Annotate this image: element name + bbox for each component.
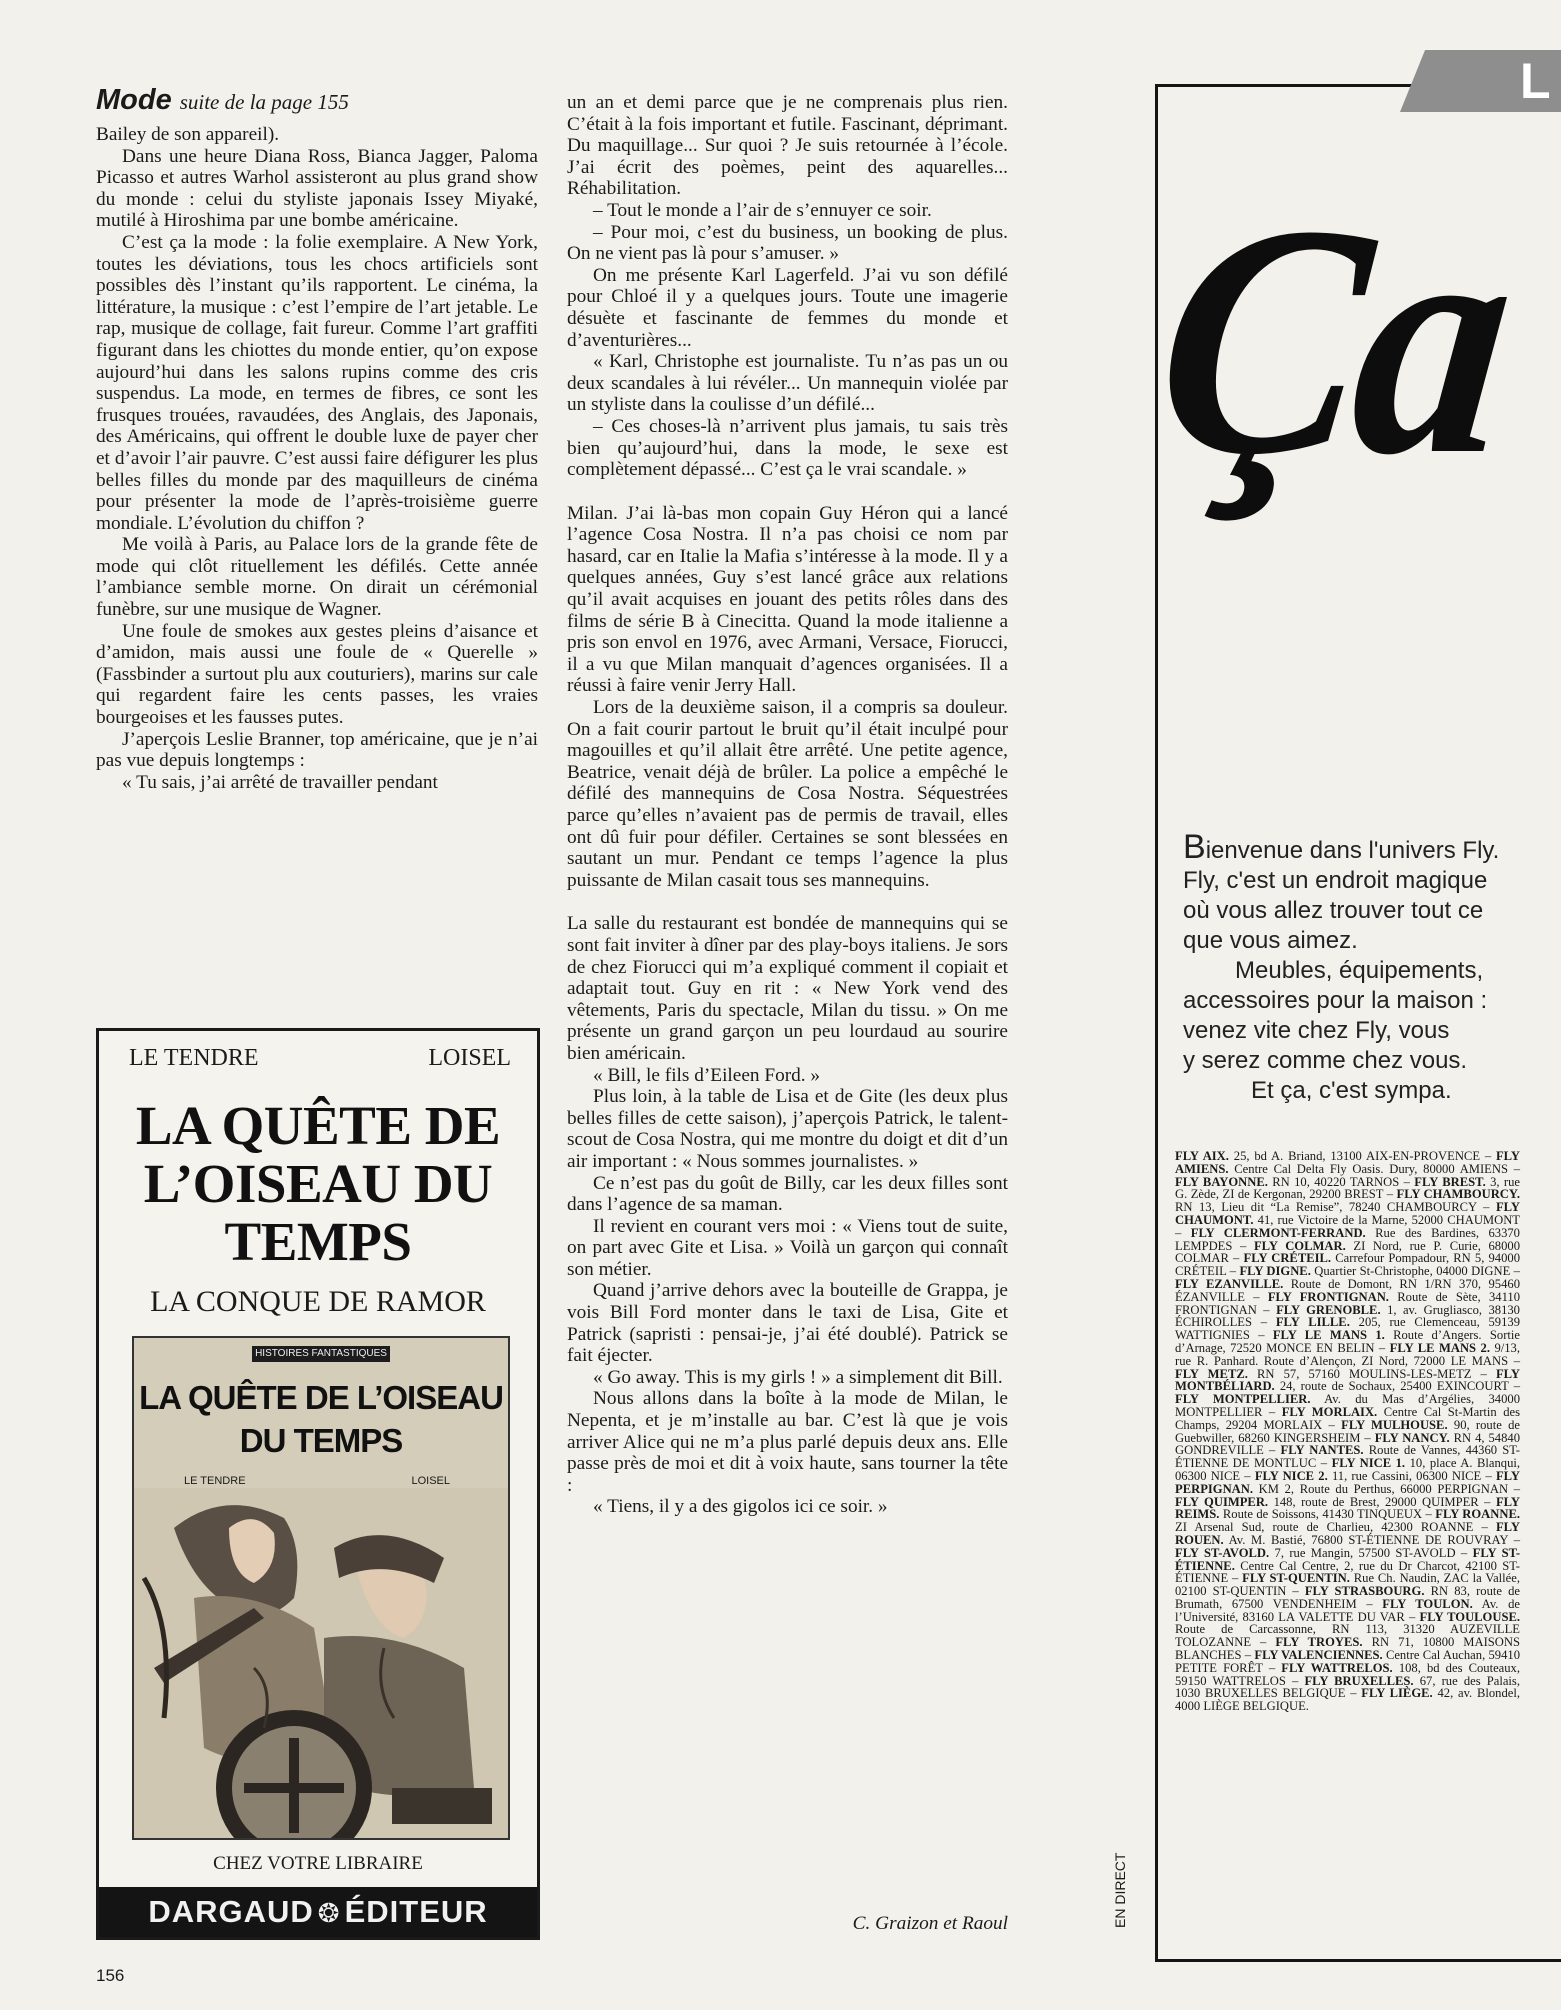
store-name: FLY EZANVILLE. xyxy=(1175,1276,1284,1291)
store-address: Quartier St-Christophe, 04000 DIGNE – xyxy=(1314,1264,1520,1279)
store-address: 24, route de Sochaux, 25400 EXINCOURT – xyxy=(1279,1379,1520,1394)
welcome-line: que vous aimez. xyxy=(1183,927,1358,954)
article-column-1 xyxy=(96,124,538,793)
store-address: 41, rue Victoire de la Marne, 52000 CHAUMONT – xyxy=(1175,1212,1520,1240)
book-cover xyxy=(132,1336,510,1840)
store-address: Route de Domont, RN 1/RN 370, 95460 ÉZANVILLE – xyxy=(1175,1276,1520,1304)
paragraph: Quand j’arrive dehors avec la bouteille de Grappa, je vois Bill Ford monter dans le taxi de Lisa, Gite et Patrick (sapristi : pensai-je, j’ai été doublé). Patrick se fait éjecter. xyxy=(567,1280,1008,1367)
store-address: Route d’Angers. Sortie d’Arnage, 72520 MONCE EN BELIN – xyxy=(1175,1328,1520,1355)
ad-subtitle: LA CONQUE DE RAMOR xyxy=(150,1285,486,1318)
ad-author-1: LE TENDRE xyxy=(129,1045,259,1071)
comic-advertisement xyxy=(96,1028,540,1940)
paragraph: On me présente Karl Lagerfeld. J’ai vu son défilé pour Chloé il y a quelques jours. Toute une imagerie désuète et fascinante de femmes du monde et d’aventurières... xyxy=(567,264,1008,351)
store-name: FLY STRASBOURG. xyxy=(1304,1584,1425,1599)
store-name: FLY LE MANS 2. xyxy=(1389,1340,1490,1355)
store-name: FLY MONTPELLIER. xyxy=(1175,1392,1311,1407)
store-name: FLY LILLE. xyxy=(1275,1315,1350,1330)
store-address: 1, av. Grugliasco, 38130 ÉCHIROLLES – xyxy=(1175,1302,1520,1330)
paragraph: Ce n’est pas du goût de Billy, car les deux filles sont dans l’agence de sa maman. xyxy=(567,1172,1008,1216)
welcome-line: Meubles, équipements, xyxy=(1235,957,1484,984)
store-name: FLY MULHOUSE. xyxy=(1341,1417,1448,1432)
store-address: 11, rue Cassini, 06300 NICE – xyxy=(1331,1468,1492,1483)
store-name: FLY ROUEN. xyxy=(1175,1520,1520,1547)
paragraph: « Tiens, il y a des gigolos ici ce soir. » xyxy=(593,1496,888,1518)
article-column-2 xyxy=(567,92,1008,1518)
store-name: FLY DIGNE. xyxy=(1239,1264,1311,1279)
section-gap xyxy=(567,481,1008,503)
fly-store-addresses xyxy=(1175,1150,1520,1713)
store-address: Carrefour Pompadour, RN 5, 94000 CRÉTEIL – xyxy=(1175,1251,1520,1279)
store-name: FLY AMIENS. xyxy=(1175,1149,1520,1176)
store-address: 67, rue des Palais, 1030 BRUXELLES BELGIQUE – xyxy=(1175,1673,1520,1701)
store-name: FLY QUIMPER. xyxy=(1175,1494,1269,1509)
store-name: FLY BAYONNE. xyxy=(1175,1174,1268,1189)
paragraph: C’est ça la mode : la folie exemplaire. A New York, toutes les déviations, tous les chocs artificiels sont possibles dès l’instant qu’ils rapportent. Le cinéma, la littérature, la musique : c’est l’empire de l’art jetable. Le rap, musique de collage, fait fureur. Comme l’art graffiti figurant dans les chiottes du monde entier, qu’on expose aujourd’hui dans les salons rupins comme des cris suspendus. La mode, en termes de fibres, ce sont les frusques trouées, ravaudées, des Anglais, des Japonais, des Américains, qui offrent le double luxe de payer cher et d’avoir l’air pauvre. C’est aussi faire défigurer les plus belles filles du monde par des maquilleurs de cinéma pour présenter la mode de l’après-troisième guerre mondiale. L’évolution du chiffon ? xyxy=(96,231,538,534)
paragraph: « Tu sais, j’ai arrêté de travailler pendant xyxy=(122,771,438,793)
store-address: 10, place A. Blanqui, 06300 NICE – xyxy=(1175,1456,1521,1483)
store-address: Route de Sète, 34110 FRONTIGNAN – xyxy=(1175,1289,1520,1317)
paragraph: Nous allons dans la boîte à la mode de Milan, le Nepenta, et je m’installe au bar. C’est là que je vois arriver Alice qui ne m’a plus parlé depuis deux ans. Elle passe près de moi et dit à voix haute, sans tourner la tête : xyxy=(567,1388,1008,1496)
store-name: FLY AIX. xyxy=(1175,1149,1229,1163)
paragraph: J’aperçois Leslie Branner, top américaine, que je n’ai pas vue depuis longtemps : xyxy=(96,728,538,772)
paragraph: – Tout le monde a l’air de s’ennuyer ce soir. xyxy=(593,199,932,221)
cover-illustration xyxy=(134,1488,508,1838)
fly-headline: Ça xyxy=(1143,158,1522,523)
welcome-line: Bienvenue dans l'univers Fly. xyxy=(1183,828,1500,866)
store-address: 108, bd des Couteaux, 59150 WATTRELOS – xyxy=(1175,1660,1520,1688)
welcome-line: y serez comme chez vous. xyxy=(1183,1047,1468,1074)
store-address: 3, rue G. Zède, ZI de Kergonan, 29200 BREST – xyxy=(1175,1174,1520,1202)
store-address: 7, rue Mangin, 57500 ST-AVOLD – xyxy=(1274,1545,1468,1560)
ad-author-2: LOISEL xyxy=(428,1045,511,1071)
cover-author-2: LOISEL xyxy=(411,1475,450,1487)
store-address: RN 83, route de Brumath, 67500 VENDENHEIM – xyxy=(1175,1584,1520,1611)
store-address: Centre Cal Delta Fly Oasis. Dury, 80000 AMIENS – xyxy=(1234,1161,1521,1176)
store-name: FLY CLERMONT-FERRAND. xyxy=(1190,1225,1366,1240)
store-name: FLY FRONTIGNAN. xyxy=(1267,1289,1389,1304)
publisher-name-right: ÉDITEUR xyxy=(344,1894,488,1929)
store-name: FLY NANCY. xyxy=(1374,1430,1450,1445)
store-name: FLY ST-AVOLD. xyxy=(1175,1545,1270,1560)
vertical-label: EN DIRECT xyxy=(1112,1852,1128,1928)
welcome-line: Fly, c'est un endroit magique xyxy=(1183,867,1488,894)
paragraph: Bailey de son appareil). xyxy=(96,124,280,145)
publisher-banner xyxy=(99,1887,537,1937)
store-address: Rue Ch. Naudin, ZAC la Vallée, 02100 ST-QUENTIN – xyxy=(1175,1571,1520,1599)
store-address: Centre Cal Centre, 2, rue du Dr Charcot, 42100 ST-ÉTIENNE – xyxy=(1175,1558,1520,1586)
store-name: FLY CHAMBOURCY. xyxy=(1396,1187,1520,1202)
welcome-line: venez vite chez Fly, vous xyxy=(1183,1017,1450,1044)
rubric-title: Mode xyxy=(96,84,172,116)
store-name: FLY PERPIGNAN. xyxy=(1175,1468,1521,1496)
store-address: RN 4, 54840 GONDREVILLE – xyxy=(1175,1430,1520,1458)
paragraph: La salle du restaurant est bondée de mannequins qui se sont fait inviter à dîner par des play-boys italiens. Je sors de chez Fiorucci qui m’a expliqué comment il copiait et adaptait tout. Guy en rit : « New York vend des vêtements, Paris du spectacle, Milan du tissu. » On me présente un grand garçon un peu lourdaud au sourire bien américain. xyxy=(567,913,1008,1064)
store-address: Av. M. Bastié, 76800 ST-ÉTIENNE DE ROUVRAY – xyxy=(1228,1532,1520,1547)
store-name: FLY ST-QUENTIN. xyxy=(1242,1571,1350,1586)
store-address: RN 10, 40220 TARNOS – xyxy=(1272,1174,1410,1189)
paragraph: Me voilà à Paris, au Palace lors de la grande fête de mode qui clôt rituellement les défilés. Cette année l’ambiance semble morne. On dirait un cérémonial funèbre, sur une musique de Wagner. xyxy=(96,534,538,621)
paragraph: Dans une heure Diana Ross, Bianca Jagger, Paloma Picasso et autres Warhol assisteront au plus grand show du monde : celui du styliste japonais Issey Miyaké, mutilé à Hiroshima par une bombe américaine. xyxy=(96,145,538,232)
store-name: FLY NICE 1. xyxy=(1331,1456,1406,1471)
store-address: Rue des Bardines, 63370 LEMPDES – xyxy=(1175,1225,1520,1253)
store-name: FLY BREST. xyxy=(1414,1174,1486,1189)
ad-footer-line: CHEZ VOTRE LIBRAIRE xyxy=(213,1853,423,1874)
store-name: FLY NANTES. xyxy=(1280,1443,1364,1458)
swirl-logo-icon: ❂ xyxy=(317,1898,341,1928)
article-header xyxy=(96,84,349,118)
paragraph: – Ces choses-là n’arrivent plus jamais, tu sais très bien qu’aujourd’hui, dans la mode, le sexe est complètement dépassé... C’est ça le vrai scandale. » xyxy=(567,415,1008,481)
store-address: ZI Arsenal Sud, route de Charlieu, 42300 ROANNE – xyxy=(1175,1520,1488,1535)
store-address: ZI Nord, rue P. Curie, 68000 COLMAR – xyxy=(1175,1238,1520,1266)
paragraph: Plus loin, à la table de Lisa et de Gite (les deux plus belles filles de cette saison), j’aperçois Patrick, le talent-scout de Cosa Nostra, qui me montre du doigt et dit d’un air important : « Nous sommes journalistes. » xyxy=(567,1086,1008,1172)
paragraph: un an et demi parce que je ne comprenais plus rien. C’était à la fois important et futile. Fascinant, déprimant. Du maquillage... Sur quoi ? Je suis retournée à l’école. J’ai écrit des poèmes, peint des aquarelles... Réhabilitation. xyxy=(567,92,1008,200)
publisher-name-left: DARGAUD xyxy=(148,1894,314,1929)
store-name: FLY VALENCIENNES. xyxy=(1254,1648,1383,1663)
store-name: FLY NICE 2. xyxy=(1254,1468,1328,1483)
section-tab-letter: L xyxy=(1520,53,1551,109)
store-name: FLY ST-ÉTIENNE. xyxy=(1175,1545,1521,1573)
ad-title: LA QUÊTE DE L’OISEAU DU TEMPS xyxy=(135,1095,501,1272)
store-name: FLY WATTRELOS. xyxy=(1281,1660,1393,1675)
store-name: FLY TOULON. xyxy=(1382,1596,1473,1611)
store-name: FLY METZ. xyxy=(1175,1366,1248,1381)
cover-author-1: LE TENDRE xyxy=(184,1475,246,1487)
store-name: FLY BRUXELLES. xyxy=(1304,1673,1414,1688)
welcome-line: accessoires pour la maison : xyxy=(1183,987,1488,1014)
page-number: 156 xyxy=(96,1966,125,1985)
paragraph: « Go away. This is my girls ! » a simplement dit Bill. xyxy=(593,1366,1003,1388)
store-address: Av. du Mas d’Argélies, 34000 MONTPELLIER – xyxy=(1175,1392,1520,1419)
store-address: RN 71, 10800 MAISONS BLANCHES – xyxy=(1175,1635,1520,1663)
store-address: 9/13, rue R. Panhard. Route d’Alençon, ZI Nord, 72000 LE MANS – xyxy=(1175,1340,1521,1368)
store-address: 25, bd A. Briand, 13100 AIX-EN-PROVENCE – xyxy=(1233,1149,1492,1163)
store-name: FLY LIÈGE. xyxy=(1361,1686,1433,1701)
store-address: 90, route de Guebwiller, 68260 KINGERSHEIM – xyxy=(1175,1417,1520,1445)
store-name: FLY LE MANS 1. xyxy=(1272,1328,1385,1343)
store-address: Av. de l’Université, 83160 LA VALETTE DU VAR – xyxy=(1175,1596,1520,1624)
store-name: FLY CRÉTEIL. xyxy=(1243,1251,1332,1266)
continued-note: suite de la page 155 xyxy=(179,90,349,114)
store-address: 42, av. Blondel, 4000 LIÈGE BELGIQUE. xyxy=(1175,1686,1520,1714)
store-name: FLY ROANNE. xyxy=(1435,1507,1520,1522)
welcome-line: où vous allez trouver tout ce xyxy=(1183,897,1484,924)
store-name: FLY TROYES. xyxy=(1275,1635,1363,1650)
store-name: FLY GRENOBLE. xyxy=(1276,1302,1381,1317)
paragraph: – Pour moi, c’est du business, un booking de plus. On ne vient pas là pour s’amuser. » xyxy=(567,221,1008,265)
store-address: KM 2, Route du Perthus, 66000 PERPIGNAN – xyxy=(1258,1481,1520,1496)
welcome-line: Et ça, c'est sympa. xyxy=(1251,1077,1452,1104)
cover-series-banner: HISTOIRES FANTASTIQUES xyxy=(252,1346,390,1362)
section-gap xyxy=(567,891,1008,913)
store-name: FLY CHAUMONT. xyxy=(1175,1200,1520,1227)
store-address: Route de Vannes, 44360 ST-ÉTIENNE DE MONTLUC – xyxy=(1175,1443,1521,1471)
cover-title: LA QUÊTE DE L’OISEAU DU TEMPS xyxy=(139,1379,503,1459)
store-name: FLY REIMS. xyxy=(1175,1494,1521,1522)
store-address: 148, route de Brest, 29000 QUIMPER – xyxy=(1273,1494,1491,1509)
paragraph: Lors de la deuxième saison, il a compris sa douleur. On a fait courir partout le bruit qu’il était inculpé pour magouilles et qu’il allait être arrêté. Une petite agence, Beatrice, venait déjà de brûler. La police a empêché le défilé des mannequins de Cosa Nostra. Séquestrées parce qu’elles n’avaient pas de permis de travail, elles ont dû fuir pour défiler. Certaines se sont blessées en sautant un mur. Pendant ce temps l’agence la plus puissante de Milan casait tous ses mannequins. xyxy=(567,697,1008,891)
store-address: Route de Carcassonne, RN 113, 31320 AUZEVILLE TOLOZANNE – xyxy=(1175,1622,1520,1650)
store-address: 205, rue Clemenceau, 59139 WATTIGNIES – xyxy=(1175,1315,1520,1343)
paragraph: « Bill, le fils d’Eileen Ford. » xyxy=(593,1064,821,1086)
store-name: FLY MORLAIX. xyxy=(1281,1404,1378,1419)
paragraph: Une foule de smokes aux gestes pleins d’aisance et d’amidon, mais aussi une foule de « Querelle » (Fassbinder a surtout plu aux couturiers), marins sur cale qui regardent faire les cents passes, les vraies bourgeoises et les fausses putes. xyxy=(96,620,538,729)
store-address: Centre Cal Auchan, 59410 PETITE FORÊT – xyxy=(1175,1648,1520,1675)
article-signature: C. Graizon et Raoul xyxy=(852,1913,1008,1934)
store-name: FLY MONTBÉLIARD. xyxy=(1175,1366,1520,1394)
paragraph: Milan. J’ai là-bas mon copain Guy Héron qui a lancé l’agence Cosa Nostra. Il n’a pas choisi ce nom par hasard, car en Italie la Mafia s’intéresse à la mode. Il y a quelques années, Guy s’est lancé grâce aux relations qu’il avait acquises en jouant des petits rôles dans des films de série B à Cinecitta. Quand la mode italienne a pris son envol en 1976, avec Armani, Versace, Fiorucci, il a vu que Milan manquait d’agences organisées. Il a réussi à faire venir Jerry Hall. xyxy=(567,502,1008,697)
store-address: Centre Cal St-Martin des Champs, 29204 MORLAIX – xyxy=(1175,1404,1520,1432)
store-name: FLY COLMAR. xyxy=(1253,1238,1346,1253)
paragraph: Il revient en courant vers moi : « Viens tout de suite, on part avec Gite et Lisa. » Voilà un garçon qui connaît son métier. xyxy=(567,1215,1008,1280)
store-address: RN 57, 57160 MOULINS-LES-METZ – xyxy=(1257,1366,1487,1381)
store-name: FLY TOULOUSE. xyxy=(1419,1609,1521,1624)
paragraph: « Karl, Christophe est journaliste. Tu n’as pas un ou deux scandales à lui révéler... Un mannequin violée par un styliste dans la coulisse d’un défilé... xyxy=(567,351,1008,416)
store-address: Route de Soissons, 41430 TINQUEUX – xyxy=(1222,1507,1432,1522)
store-address: RN 13, Lieu dit “La Remise”, 78240 CHAMBOURCY – xyxy=(1175,1200,1490,1215)
fly-welcome-text xyxy=(1183,828,1553,1106)
